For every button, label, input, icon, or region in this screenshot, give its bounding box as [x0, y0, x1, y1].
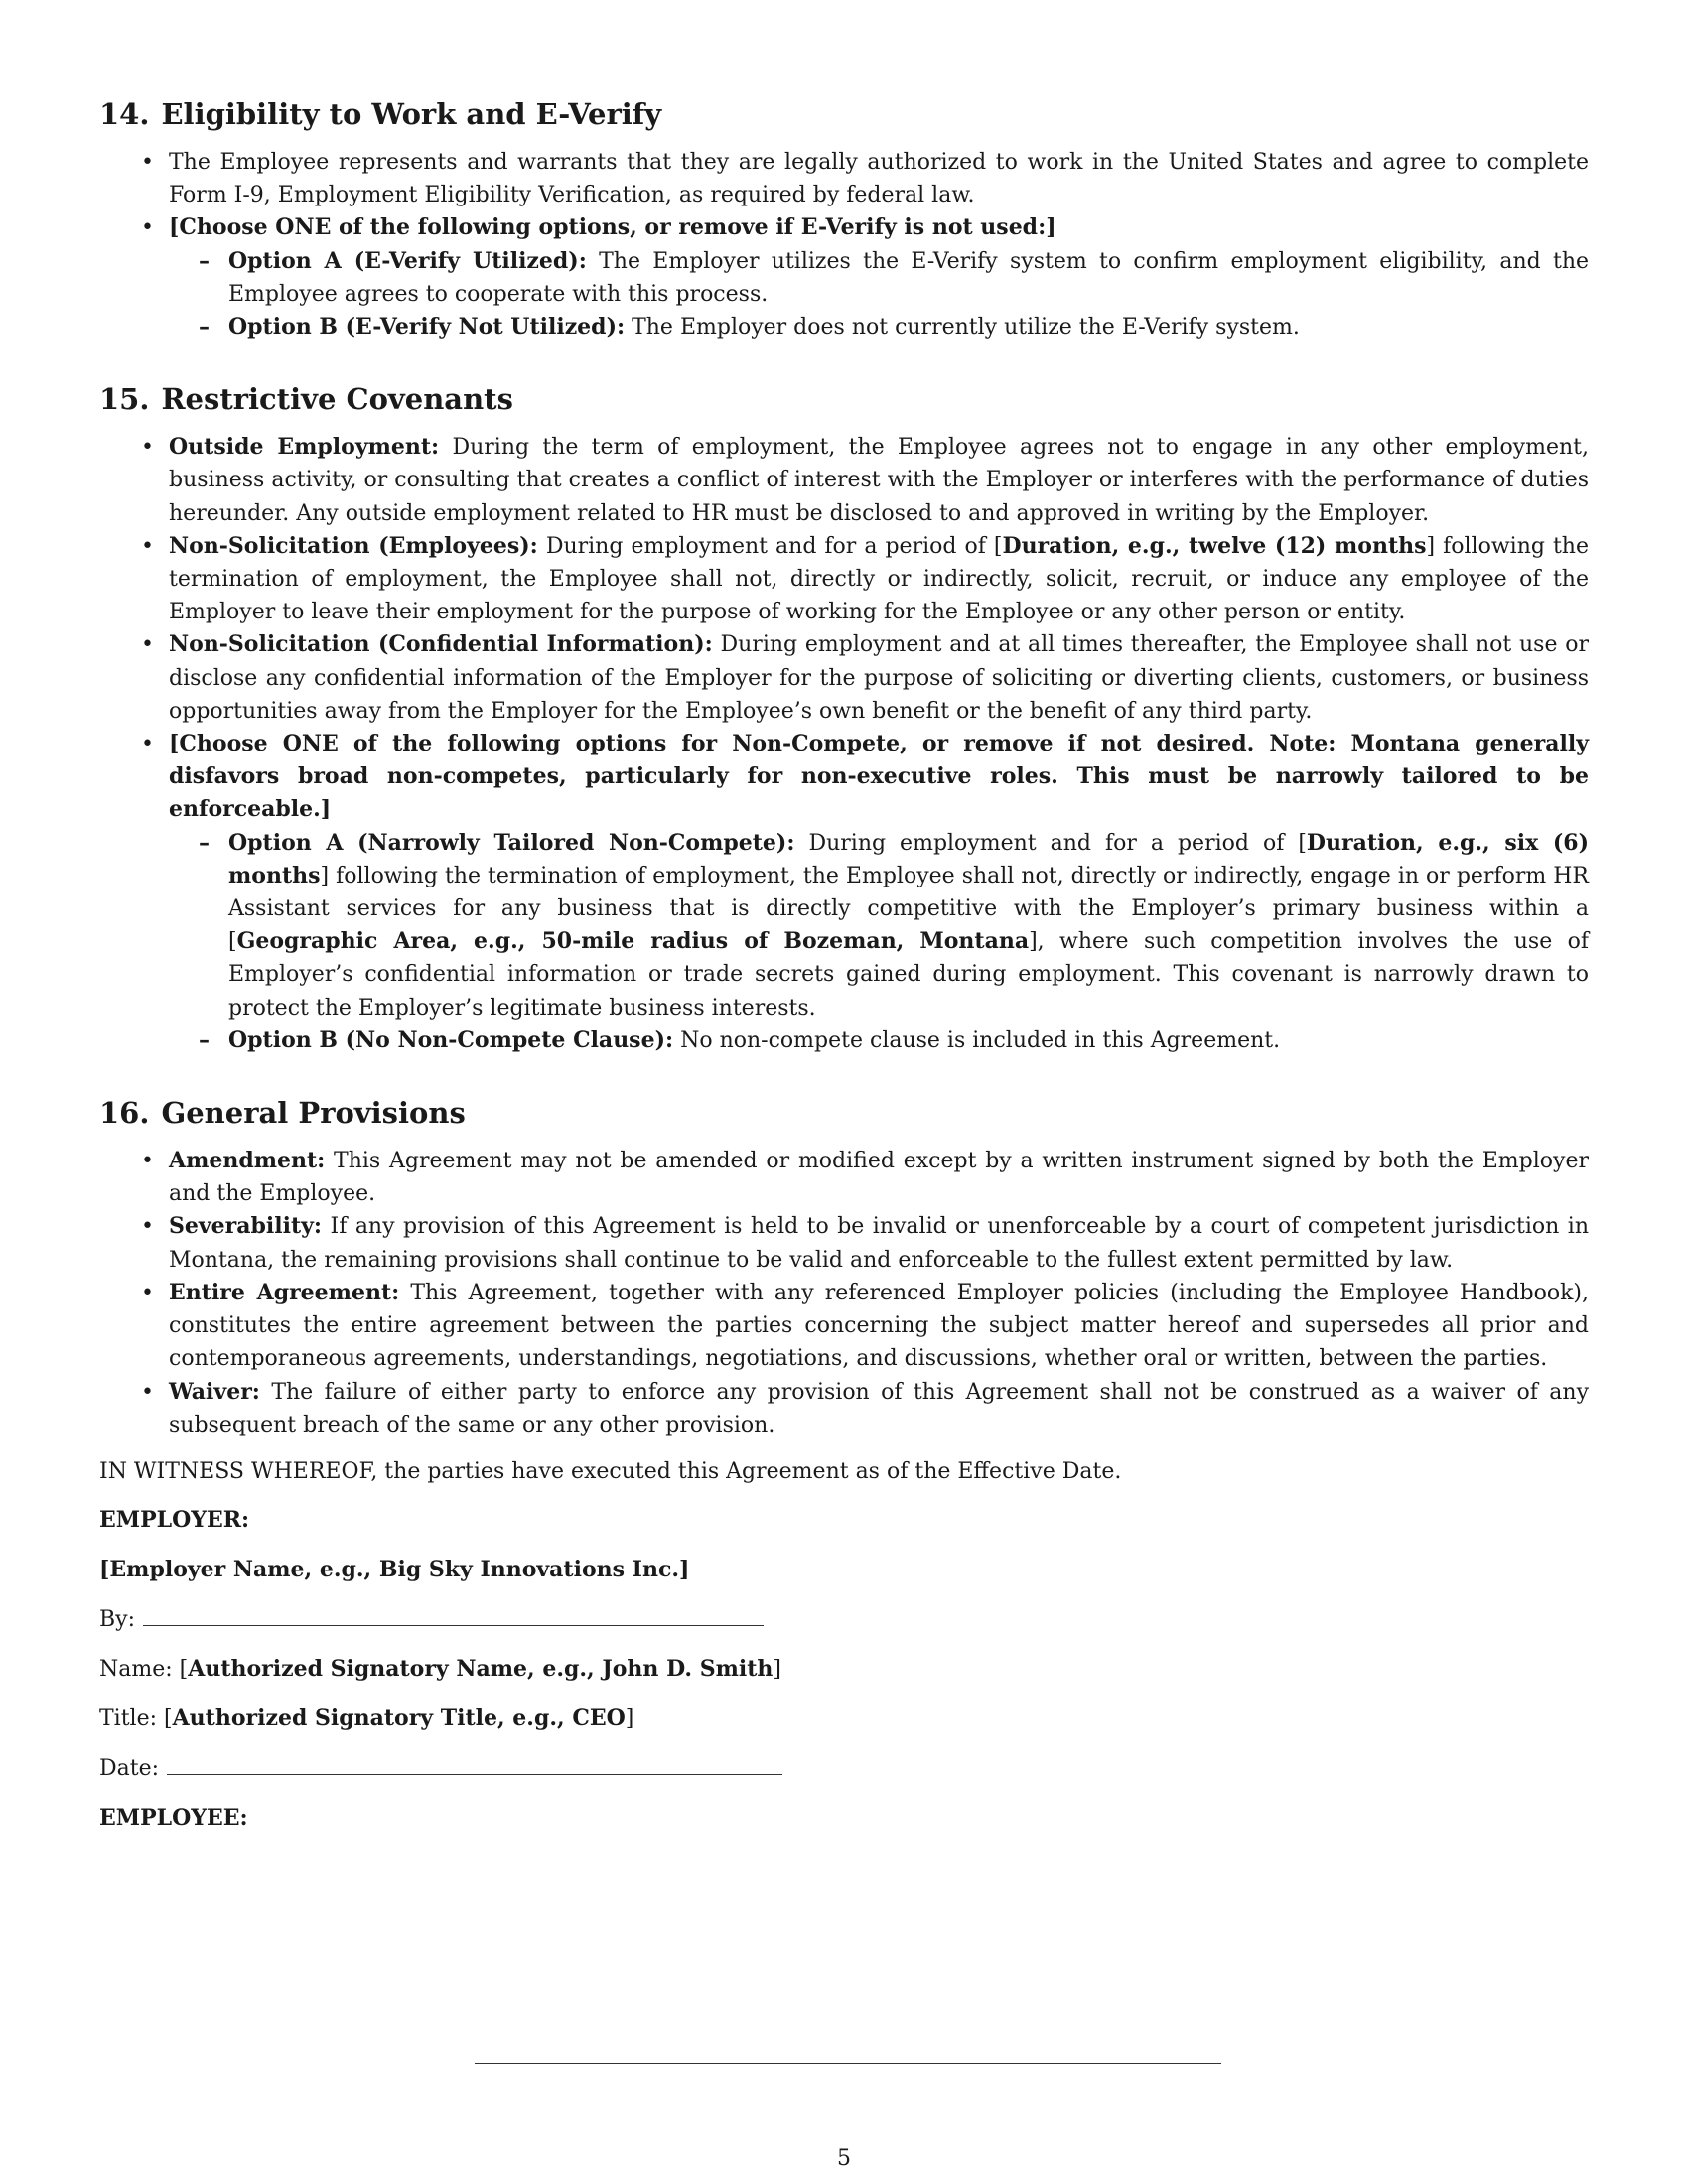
- employee-signature-line[interactable]: [475, 2063, 1221, 2064]
- title-line: Title: [Authorized Signatory Title, e.g., CEO]: [99, 1705, 634, 1731]
- clause-text: If any provision of this Agreement is held to be invalid or unenforceable by a court of competent jurisdiction in Montana, the remaining provisions shall continue to be valid and enforceable to the fullest extent permitted by law.: [169, 1214, 1589, 1273]
- section-number: 15.: [99, 382, 150, 417]
- list-item: [99, 530, 1589, 629]
- list-item: [99, 146, 1589, 211]
- list-item: [99, 728, 1589, 1057]
- witness-statement: IN WITNESS WHEREOF, the parties have executed this Agreement as of the Effective Date.: [99, 1458, 1122, 1484]
- clause-text: ] following the termination of employment, the Employee shall not, directly or indirectly, solicit, recruit, or induce any employee of the Employer to leave their employment for the purpose of working for the Employee or any other person or entity.: [169, 533, 1589, 625]
- section-title: Restrictive Covenants: [161, 382, 513, 417]
- by-line: [99, 1603, 1589, 1636]
- document-page: [99, 94, 1589, 1851]
- non-compete-options: [169, 827, 1589, 1057]
- list-item: [99, 1145, 1589, 1210]
- section-16-heading: [99, 1093, 1589, 1133]
- geographic-placeholder: Geographic Area, e.g., 50-mile radius of Bozeman, Montana: [236, 928, 1030, 955]
- option-text: The Employer does not currently utilize the E-Verify system.: [625, 315, 1300, 341]
- employer-name-placeholder: [Employer Name, e.g., Big Sky Innovations Inc.]: [99, 1556, 690, 1582]
- option-text: During employment and for a period of [: [794, 830, 1307, 856]
- title-label: Title:: [99, 1706, 158, 1731]
- option-label: Option B (E-Verify Not Utilized):: [228, 314, 626, 341]
- section-14-list: [99, 146, 1589, 343]
- section-14-heading: [99, 94, 1589, 134]
- option-text: No non-compete clause is included in this Agreement.: [673, 1027, 1281, 1053]
- by-label: By:: [99, 1606, 136, 1632]
- duration-placeholder: Duration, e.g., twelve (12) months: [1002, 532, 1427, 559]
- page-number: 5: [837, 2146, 851, 2171]
- option-text: The Employer utilizes the E-Verify system to confirm employment eligibility, and the Employee agrees to cooperate with this process.: [228, 248, 1590, 307]
- employee-heading: [99, 1802, 1589, 1835]
- e-verify-options: [169, 245, 1589, 344]
- section-number: 14.: [99, 97, 150, 131]
- duration-placeholder: Duration, e.g., six (6) months: [228, 829, 1589, 888]
- clause-text: During employment and for a period of [: [537, 533, 1003, 559]
- option-item: [169, 311, 1589, 343]
- option-item: [169, 1024, 1589, 1057]
- signature-block: [99, 1504, 1589, 1835]
- signatory-name-placeholder: Authorized Signatory Name, e.g., John D. Smith: [188, 1655, 774, 1682]
- list-item: [99, 1210, 1589, 1276]
- employer-name-line: [99, 1554, 1589, 1586]
- clause-text: The Employee represents and warrants that they are legally authorized to work in the United States and agree to complete Form I-9, Employment Eligibility Verification, as required by federal law.: [169, 150, 1589, 208]
- name-line: Name: [Authorized Signatory Name, e.g., John D. Smith]: [99, 1655, 781, 1682]
- section-15-heading: [99, 379, 1589, 419]
- list-item: [99, 431, 1589, 530]
- clause-label: Amendment:: [169, 1148, 326, 1174]
- option-item: [169, 245, 1589, 311]
- option-text: ] following the termination of employment, the Employee shall not, directly or indirectly, engage in or perform HR Assistant services for any business that is directly competitive with the Employer’s primary business within a [: [228, 863, 1589, 955]
- list-item: [99, 1376, 1589, 1441]
- list-item: [99, 211, 1589, 343]
- date-label: Date:: [99, 1755, 160, 1781]
- signatory-title-placeholder: Authorized Signatory Title, e.g., CEO: [172, 1705, 626, 1731]
- name-label: Name:: [99, 1656, 173, 1682]
- option-label: Option A (E-Verify Utilized):: [228, 247, 587, 274]
- section-16-list: [99, 1145, 1589, 1441]
- employee-label: EMPLOYEE:: [99, 1804, 248, 1831]
- option-item: [169, 827, 1589, 1024]
- date-signature-line[interactable]: [167, 1774, 782, 1775]
- clause-text: This Agreement may not be amended or modified except by a written instrument signed by both the Employer and the Employee.: [169, 1149, 1589, 1207]
- section-title: General Provisions: [161, 1096, 466, 1131]
- section-title: Eligibility to Work and E-Verify: [161, 97, 662, 131]
- clause-text: During employment and at all times thereafter, the Employee shall not use or disclose any confidential information of the Employer for the purpose of soliciting or diverting clients, customers, or business opportunities away from the Employer for the Employee’s own benefit or the benefit of any third party.: [169, 632, 1590, 724]
- list-item: [99, 628, 1589, 728]
- section-15-list: [99, 431, 1589, 1057]
- option-instruction: [Choose ONE of the following options, or remove if E-Verify is not used:]: [169, 214, 1056, 241]
- clause-text: The failure of either party to enforce any provision of this Agreement shall not be construed as a waiver of any subsequent breach of the same or any other provision.: [169, 1379, 1589, 1437]
- option-instruction: [Choose ONE of the following options for Non-Compete, or remove if not desired. Note: Montana generally disfavors broad non-competes, particularly for non-executive roles. This must be narrowly tailored to be enforceable.]: [169, 731, 1589, 823]
- employer-heading: [99, 1504, 1589, 1537]
- clause-label: Entire Agreement:: [169, 1279, 400, 1305]
- section-number: 16.: [99, 1096, 150, 1131]
- option-label: Option A (Narrowly Tailored Non-Compete):: [228, 829, 795, 856]
- list-item: [99, 1277, 1589, 1376]
- clause-text: During the term of employment, the Employee agrees not to engage in any other employment, business activity, or consulting that creates a conflict of interest with the Employer or interferes with the performance of duties hereunder. Any outside employment related to HR must be disclosed to and approved in writing by the Employer.: [169, 435, 1589, 526]
- clause-label: Outside Employment:: [169, 434, 440, 461]
- date-line: [99, 1752, 1589, 1785]
- clause-label: Severability:: [169, 1213, 323, 1240]
- employer-label: EMPLOYER:: [99, 1506, 250, 1533]
- signature-line[interactable]: [143, 1625, 764, 1626]
- clause-label: Waiver:: [169, 1378, 260, 1405]
- clause-label: Non-Solicitation (Confidential Information):: [169, 631, 713, 658]
- clause-text: This Agreement, together with any referenced Employer policies (including the Employee Handbook), constitutes the entire agreement between the parties concerning the subject matter hereof and supersedes all prior and contemporaneous agreements, understandings, negotiations, and discussions, whether oral or written, between the parties.: [169, 1280, 1590, 1372]
- option-label: Option B (No Non-Compete Clause):: [228, 1026, 674, 1053]
- option-text: ], where such competition involves the use of Employer’s confidential information or trade secrets gained during employment. This covenant is narrowly drawn to protect the Employer’s legitimate business interests.: [228, 929, 1589, 1021]
- clause-label: Non-Solicitation (Employees):: [169, 532, 538, 559]
